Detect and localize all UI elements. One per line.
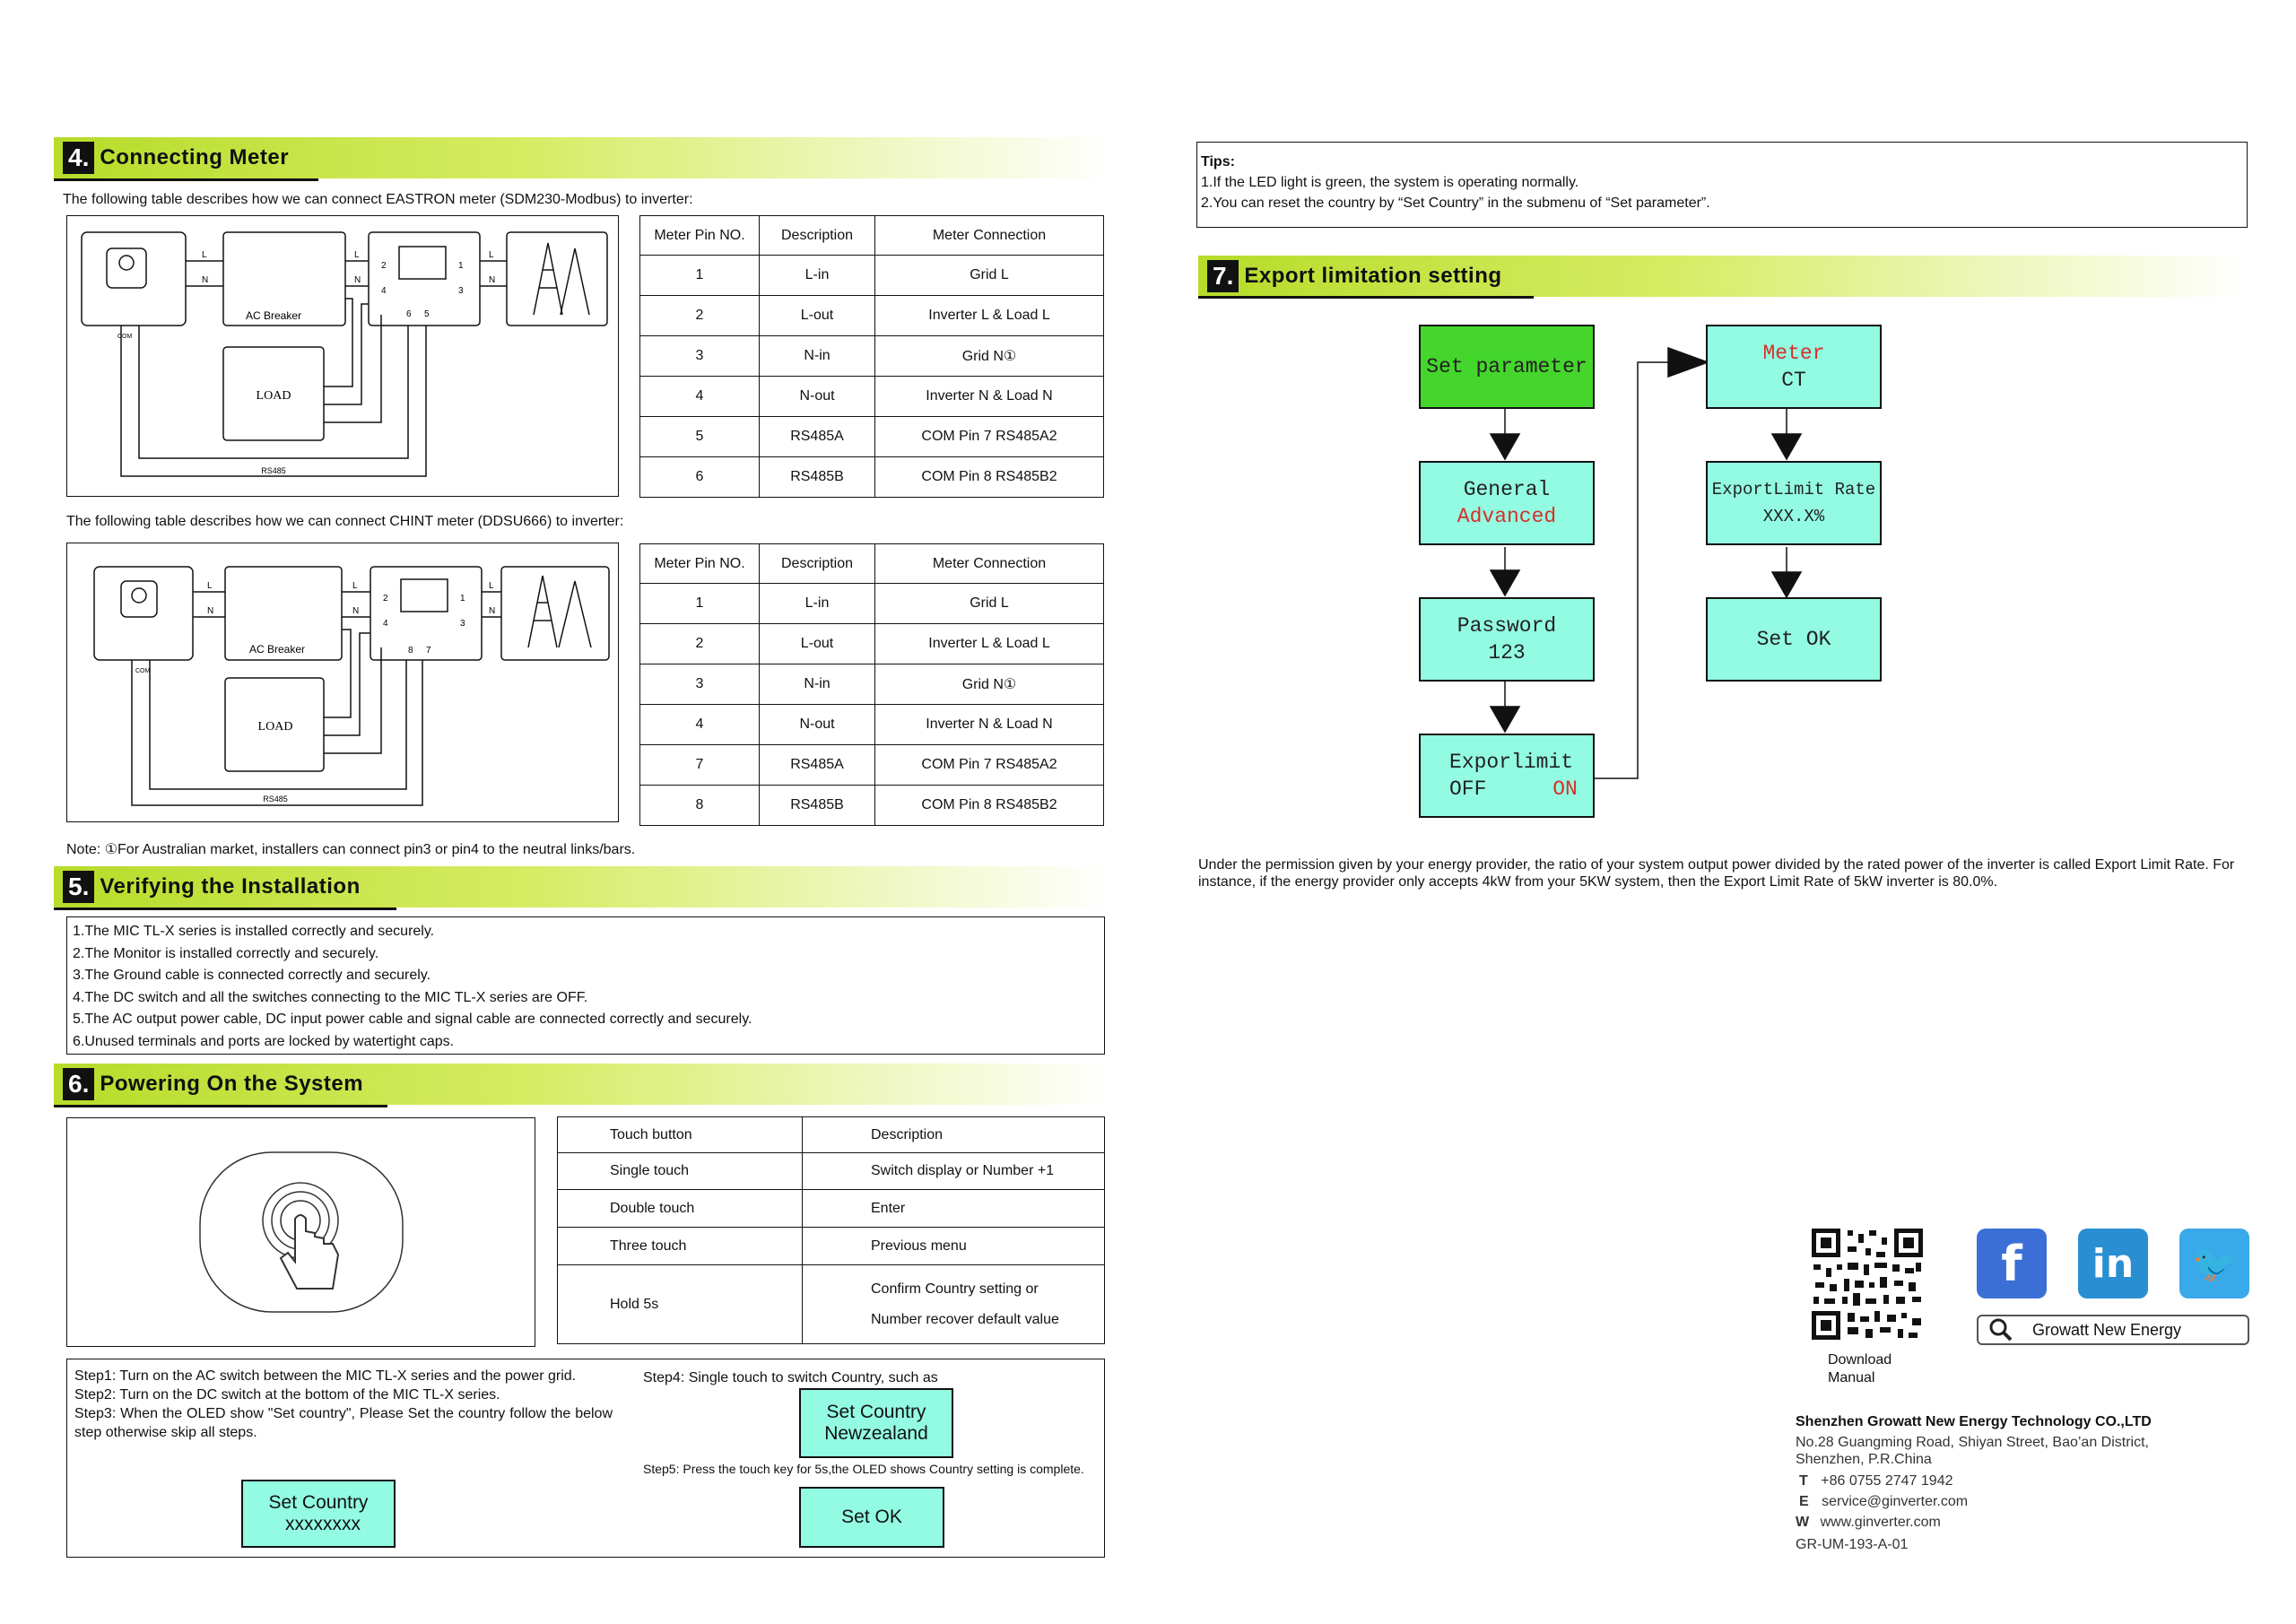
table-row [558,1190,1105,1228]
cell: L-in [760,584,875,624]
pin-label: 4 [383,619,388,629]
export-limit-description: Under the permission given by your energy provider, the ratio of your system output power divided by the rated power of the inverter is called Export Limit Rate. For instance, if the energy provider only accepts 4kW from your 5KW system, then the Export Limit Rate of 5kW inverter is 80.0%. [1198,857,2235,890]
address-line: No.28 Guangming Road, Shiyan Street, Bao’an District, [1796,1435,2149,1450]
lcd-general-advanced [1419,461,1595,545]
section-title: Verifying the Installation [100,874,361,899]
cell: Grid N① [875,664,1104,705]
cell: N-in [760,336,875,377]
lcd-line: Meter [1762,342,1825,365]
lcd-line: Set parameter [1426,355,1587,378]
oled-line: xxxxxxxx [285,1514,361,1534]
checklist-item: 3.The Ground cable is connected correctly and securely. [73,968,431,983]
cell: 2 [640,624,760,664]
pin-label: 4 [381,286,387,296]
lcd-line: XXX.X% [1762,507,1825,526]
table-row [640,786,1104,826]
table-row [640,745,1104,786]
cell: N-in [760,664,875,705]
cell: Switch display or Number +1 [803,1153,1105,1190]
rs485-label: RS485 [261,466,286,475]
l-label: L [352,581,358,591]
pin-label: 7 [426,646,431,656]
n-label: N [352,606,360,616]
website-row [1796,1515,1941,1531]
lcd-line: CT [1781,369,1806,392]
pin-label: 2 [381,261,387,271]
l-label: L [202,250,207,260]
pin-label: 6 [406,309,412,319]
wiring-diagram-svg [67,543,620,823]
table-header: Description [803,1117,1105,1153]
cell: COM Pin 7 RS485A2 [875,417,1104,457]
cell: 4 [640,705,760,745]
lcd-line: Set OK [1756,628,1831,651]
chint-wiring-diagram [66,543,619,822]
cell: N-out [760,705,875,745]
header-underline [1198,296,1534,299]
section-number: 5. [63,871,94,903]
lcd-set-ok [1706,597,1882,682]
cell: Double touch [558,1190,803,1228]
checklist-item: 4.The DC switch and all the switches connecting to the MIC TL-X series are OFF. [73,989,588,1005]
tips-heading: Tips: [1201,154,1235,169]
section-5-header [54,866,1112,908]
qr-code-icon [1812,1229,1923,1340]
phone-row [1799,1473,1953,1489]
cell: 2 [640,296,760,336]
cell: 3 [640,336,760,377]
verification-checklist [66,916,1105,1055]
l-label: L [489,250,494,260]
off-option: OFF [1449,777,1487,801]
cell: RS485A [760,417,875,457]
com-label: COM [135,668,151,674]
step-1: Step1: Turn on the AC switch between the MIC TL-X series and the power grid. [74,1368,577,1384]
header-underline [54,178,318,181]
load-label: LOAD [257,720,293,734]
table-header: Description [760,216,875,256]
manual-label: Manual [1828,1370,1875,1385]
phone-number: +86 0755 2747 1942 [1821,1473,1953,1489]
section-4-header [54,137,1112,178]
pin-label: 8 [408,646,413,656]
lcd-export-rate [1706,461,1882,545]
cell: 3 [640,664,760,705]
com-label: COM [117,334,133,340]
cell: Grid N① [875,336,1104,377]
section-number: 4. [63,142,94,174]
l-label: L [207,581,213,591]
cell: 7 [640,745,760,786]
eastron-wiring-diagram [66,215,619,497]
cell: Three touch [558,1228,803,1265]
search-label: Growatt New Energy [2032,1320,2182,1339]
email-row [1799,1494,1968,1510]
cell: 6 [640,457,760,498]
table-row [640,457,1104,498]
n-label: N [489,275,496,285]
cell: RS485A [760,745,875,786]
section-number: 7. [1207,260,1239,292]
table-row [640,417,1104,457]
rs485-label: RS485 [263,795,288,803]
steps-left [74,1367,613,1442]
cell: Previous menu [803,1228,1105,1265]
n-label: N [354,275,361,285]
lcd-meter-ct [1706,325,1882,409]
facebook-glyph: f [2001,1235,2022,1292]
cell: Grid L [875,256,1104,296]
cell: Inverter N & Load N [875,705,1104,745]
section-6-header [54,1064,1112,1105]
twitter-glyph: 🐦 [2192,1243,2237,1285]
wiring-diagram-svg [67,216,620,498]
cell: Inverter L & Load L [875,296,1104,336]
table-row [640,705,1104,745]
tips-box [1196,142,2248,228]
eastron-connection-table [639,215,1104,498]
cell: 5 [640,417,760,457]
touch-button-table [557,1116,1105,1344]
cell: COM Pin 8 RS485B2 [875,786,1104,826]
hold-desc-line: Confirm Country setting or [871,1281,1039,1297]
cell: N-out [760,377,875,417]
lcd-line: Exporlimit [1449,751,1574,774]
lcd-password [1419,597,1595,682]
table-row [640,584,1104,624]
table-row [640,377,1104,417]
lcd-line: General [1463,478,1551,501]
lcd-line: 123 [1488,641,1526,664]
checklist-item: 5.The AC output power cable, DC input power cable and signal cable are connected correctly and securely. [73,1012,752,1027]
oled-set-ok [799,1487,944,1548]
cell: RS485B [760,786,875,826]
table-row [558,1153,1105,1190]
table-row [558,1265,1105,1344]
step-2: Step2: Turn on the DC switch at the bottom of the MIC TL-X series. [74,1387,500,1403]
header-underline [54,1105,387,1107]
oled-line: Newzealand [824,1423,928,1444]
australia-note: Note: ①For Australian market, installers can connect pin3 or pin4 to the neutral links/bars. [66,842,636,857]
section-7-header [1198,256,2248,297]
section-number: 6. [63,1068,94,1100]
table-header: Touch button [558,1117,803,1153]
pin-label: 5 [424,309,430,319]
lcd-line [1449,776,1578,803]
table-row [640,256,1104,296]
website-link[interactable]: www.ginverter.com [1820,1515,1941,1530]
eastron-intro: The following table describes how we can connect EASTRON meter (SDM230-Modbus) to inverter: [63,192,693,207]
table-row [640,336,1104,377]
cell: Grid L [875,584,1104,624]
checklist-item: 2.The Monitor is installed correctly and securely. [73,945,379,961]
table-header: Meter Pin NO. [640,544,760,584]
pin-label: 1 [460,594,465,604]
l-label: L [354,250,360,260]
cell: RS485B [760,457,875,498]
breaker-label: AC Breaker [245,309,302,322]
oled-line: Set OK [841,1507,902,1527]
cell: 8 [640,786,760,826]
cell: 1 [640,584,760,624]
oled-set-country [241,1480,396,1548]
cell: COM Pin 8 RS485B2 [875,457,1104,498]
lcd-line: ExportLimit Rate [1711,480,1876,499]
on-option: ON [1552,777,1578,801]
hold-desc-line: Number recover default value [871,1311,1059,1327]
oled-line: Set Country [268,1492,369,1513]
cell: 4 [640,377,760,417]
oled-newzealand [799,1388,953,1458]
tips-line: 1.If the LED light is green, the system is operating normally. [1201,175,1579,190]
facebook-icon[interactable] [1977,1229,2047,1298]
cell: L-in [760,256,875,296]
company-name: Shenzhen Growatt New Energy Technology CO.,LTD [1796,1414,2152,1429]
section-title: Connecting Meter [100,145,290,169]
table-header: Description [760,544,875,584]
touch-button-illustration [66,1117,535,1347]
step-4: Step4: Single touch to switch Country, such as [643,1370,938,1385]
cell: Enter [803,1190,1105,1228]
cell: Inverter N & Load N [875,377,1104,417]
table-row [640,664,1104,705]
breaker-label: AC Breaker [248,643,306,656]
table-row [640,296,1104,336]
table-row [640,624,1104,664]
phone-label: T [1799,1473,1808,1489]
pin-label: 2 [383,594,388,604]
table-header: Meter Connection [875,216,1104,256]
oled-line: Set Country [826,1402,926,1422]
search-icon [1987,1316,2014,1343]
chint-connection-table [639,543,1104,826]
download-label: Download [1828,1352,1892,1368]
twitter-icon[interactable] [2179,1229,2249,1298]
checklist-item: 1.The MIC TL-X series is installed correctly and securely. [73,924,435,939]
tips-line: 2.You can reset the country by “Set Country” in the submenu of “Set parameter”. [1201,195,1710,211]
pin-label: 3 [460,619,465,629]
header-underline [54,908,396,910]
lcd-set-parameter [1419,325,1595,409]
cell [803,1265,1105,1344]
table-header: Meter Pin NO. [640,216,760,256]
linkedin-icon[interactable] [2078,1229,2148,1298]
lcd-exporlimit [1419,734,1595,818]
section-title: Powering On the System [100,1072,364,1096]
n-label: N [489,606,496,616]
pin-label: 3 [458,286,464,296]
website-label: W [1796,1515,1810,1530]
l-label: L [489,581,494,591]
table-header: Meter Connection [875,544,1104,584]
cell: Single touch [558,1153,803,1190]
n-label: N [207,606,214,616]
document-code: GR-UM-193-A-01 [1796,1537,1909,1552]
email-address[interactable]: service@ginverter.com [1822,1494,1969,1509]
touch-hand-icon [67,1118,536,1348]
step-5: Step5: Press the touch key for 5s,the OLED shows Country setting is complete. [643,1462,1084,1476]
linkedin-glyph: in [2092,1240,2135,1287]
cell: L-out [760,296,875,336]
step-3: Step3: When the OLED show "Set country", Please Set the country follow the below step otherwise skip all steps. [74,1406,613,1440]
section-title: Export limitation setting [1244,264,1502,288]
email-label: E [1799,1494,1809,1509]
address-line: Shenzhen, P.R.China [1796,1452,1932,1467]
chint-intro: The following table describes how we can connect CHINT meter (DDSU666) to inverter: [66,514,624,529]
power-on-steps [66,1359,1105,1558]
table-row [558,1228,1105,1265]
checklist-item: 6.Unused terminals and ports are locked by watertight caps. [73,1033,455,1049]
lcd-line: Advanced [1457,505,1557,528]
cell: 1 [640,256,760,296]
lcd-line: Password [1457,614,1557,638]
search-bar[interactable] [1977,1315,2249,1345]
cell: L-out [760,624,875,664]
cell: Inverter L & Load L [875,624,1104,664]
n-label: N [202,275,209,285]
pin-label: 1 [458,261,464,271]
cell: COM Pin 7 RS485A2 [875,745,1104,786]
cell: Hold 5s [558,1265,803,1344]
load-label: LOAD [256,389,291,403]
